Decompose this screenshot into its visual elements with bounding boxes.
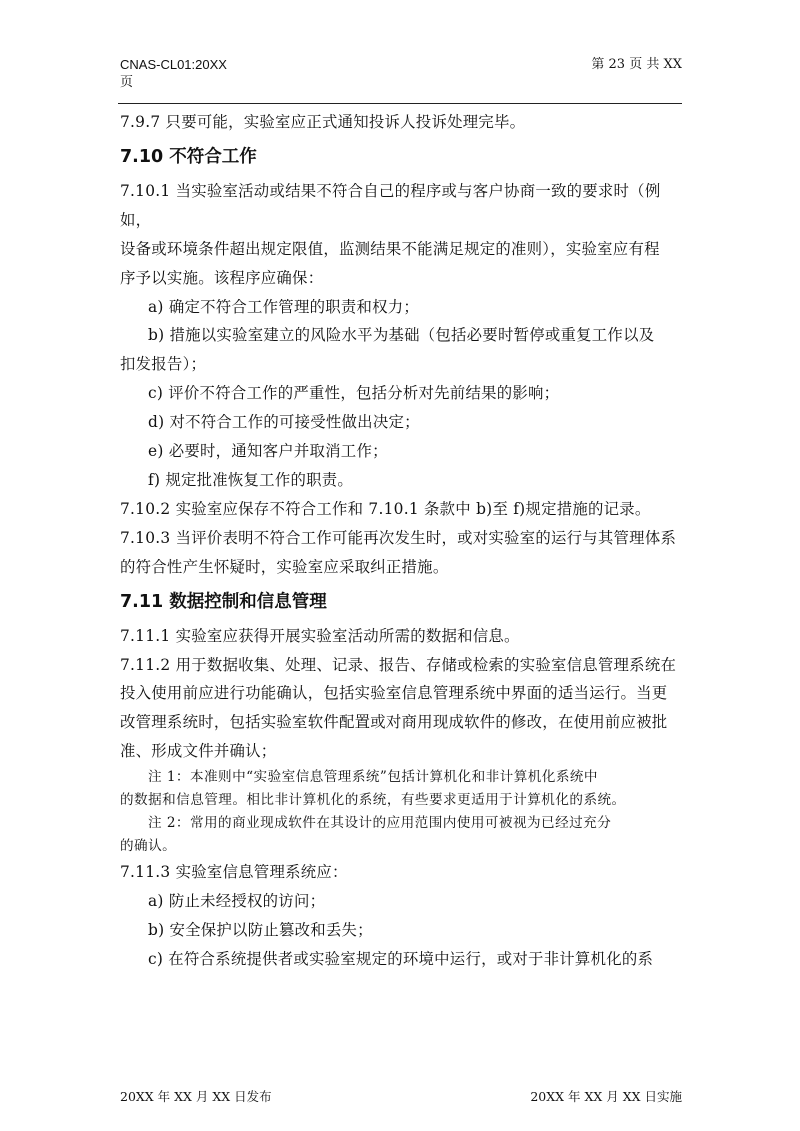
- system-item-c: c) 在符合系统提供者或实验室规定的环境中运行，或对于非计算机化的系: [148, 949, 654, 968]
- clause-7-11-2-cont: 准、形成文件并确认；: [120, 742, 277, 761]
- list-item-c: c) 评价不符合工作的严重性，包括分析对先前结果的影响；: [148, 384, 560, 403]
- note-2-cont: 的确认。: [120, 838, 177, 855]
- clause-7-10-1-cont: 设备或环境条件超出规定限值，监测结果不能满足规定的准则），实验室应有程: [120, 239, 660, 258]
- system-item-b: b) 安全保护以防止篡改和丢失；: [148, 920, 373, 939]
- header-divider: [118, 103, 682, 104]
- document-body: [120, 108, 682, 974]
- clause-7-10-1-cont: 序予以实施。该程序应确保：: [120, 268, 324, 287]
- section-heading-7-10: 7.10 不符合工作: [120, 146, 257, 167]
- list-item-b-cont: 扣发报告）；: [120, 355, 207, 374]
- clause-7-10-2: 7.10.2 实验室应保存不符合工作和 7.10.1 条款中 b)至 f)规定措施的记录。: [120, 499, 651, 518]
- clause-7-11-3: 7.11.3 实验室信息管理系统应：: [120, 863, 348, 882]
- footer-publish-date: 20XX 年 XX 月 XX 日发布: [120, 1089, 272, 1104]
- clause-7-11-2-cont: 投入使用前应进行功能确认，包括实验室信息管理系统中界面的适当运行。当更: [120, 684, 668, 703]
- list-item-d: d) 对不符合工作的可接受性做出决定；: [148, 413, 420, 432]
- clause-7-10-1: 7.10.1 当实验室活动或结果不符合自己的程序或与客户协商一致的要求时（例如，: [120, 181, 661, 229]
- note-1-cont: 的数据和信息管理。相比非计算机化的系统，有些要求更适用于计算机化的系统。: [120, 792, 626, 809]
- system-item-a: a) 防止未经授权的访问；: [148, 892, 326, 911]
- note-2: 注 2：常用的商业现成软件在其设计的应用范围内使用可被视为已经过充分: [148, 815, 612, 832]
- list-item-f: f) 规定批准恢复工作的职责。: [148, 470, 354, 489]
- note-1: 注 1：本准则中“实验室信息管理系统”包括计算机化和非计算机化系统中: [148, 769, 598, 786]
- clause-7-9-7: 7.9.7 只要可能，实验室应正式通知投诉人投诉处理完毕。: [120, 113, 526, 131]
- list-item-a: a) 确定不符合工作管理的职责和权力；: [148, 297, 420, 316]
- page-header-left: [120, 56, 227, 90]
- list-item-b: b) 措施以实验室建立的风险水平为基础（包括必要时暂停或重复工作以及: [148, 326, 655, 345]
- clause-7-11-2: 7.11.2 用于数据收集、处理、记录、报告、存储或检索的实验室信息管理系统在: [120, 655, 677, 674]
- page-suffix: 页: [120, 74, 134, 89]
- list-item-e: e) 必要时，通知客户并取消工作；: [148, 442, 388, 461]
- section-heading-7-11: 7.11 数据控制和信息管理: [120, 591, 327, 612]
- page-number: 第 23 页 共 XX: [591, 57, 682, 72]
- clause-7-11-1: 7.11.1 实验室应获得开展实验室活动所需的数据和信息。: [120, 626, 520, 645]
- document-code: CNAS-CL01:20XX: [120, 57, 227, 72]
- clause-7-10-3: 7.10.3 当评价表明不符合工作可能再次发生时，或对实验室的运行与其管理体系: [120, 528, 677, 547]
- clause-7-11-2-cont: 改管理系统时，包括实验室软件配置或对商用现成软件的修改，在使用前应被批: [120, 713, 668, 732]
- footer-implement-date: 20XX 年 XX 月 XX 日实施: [530, 1089, 682, 1104]
- clause-7-10-3-cont: 的符合性产生怀疑时，实验室应采取纠正措施。: [120, 557, 449, 576]
